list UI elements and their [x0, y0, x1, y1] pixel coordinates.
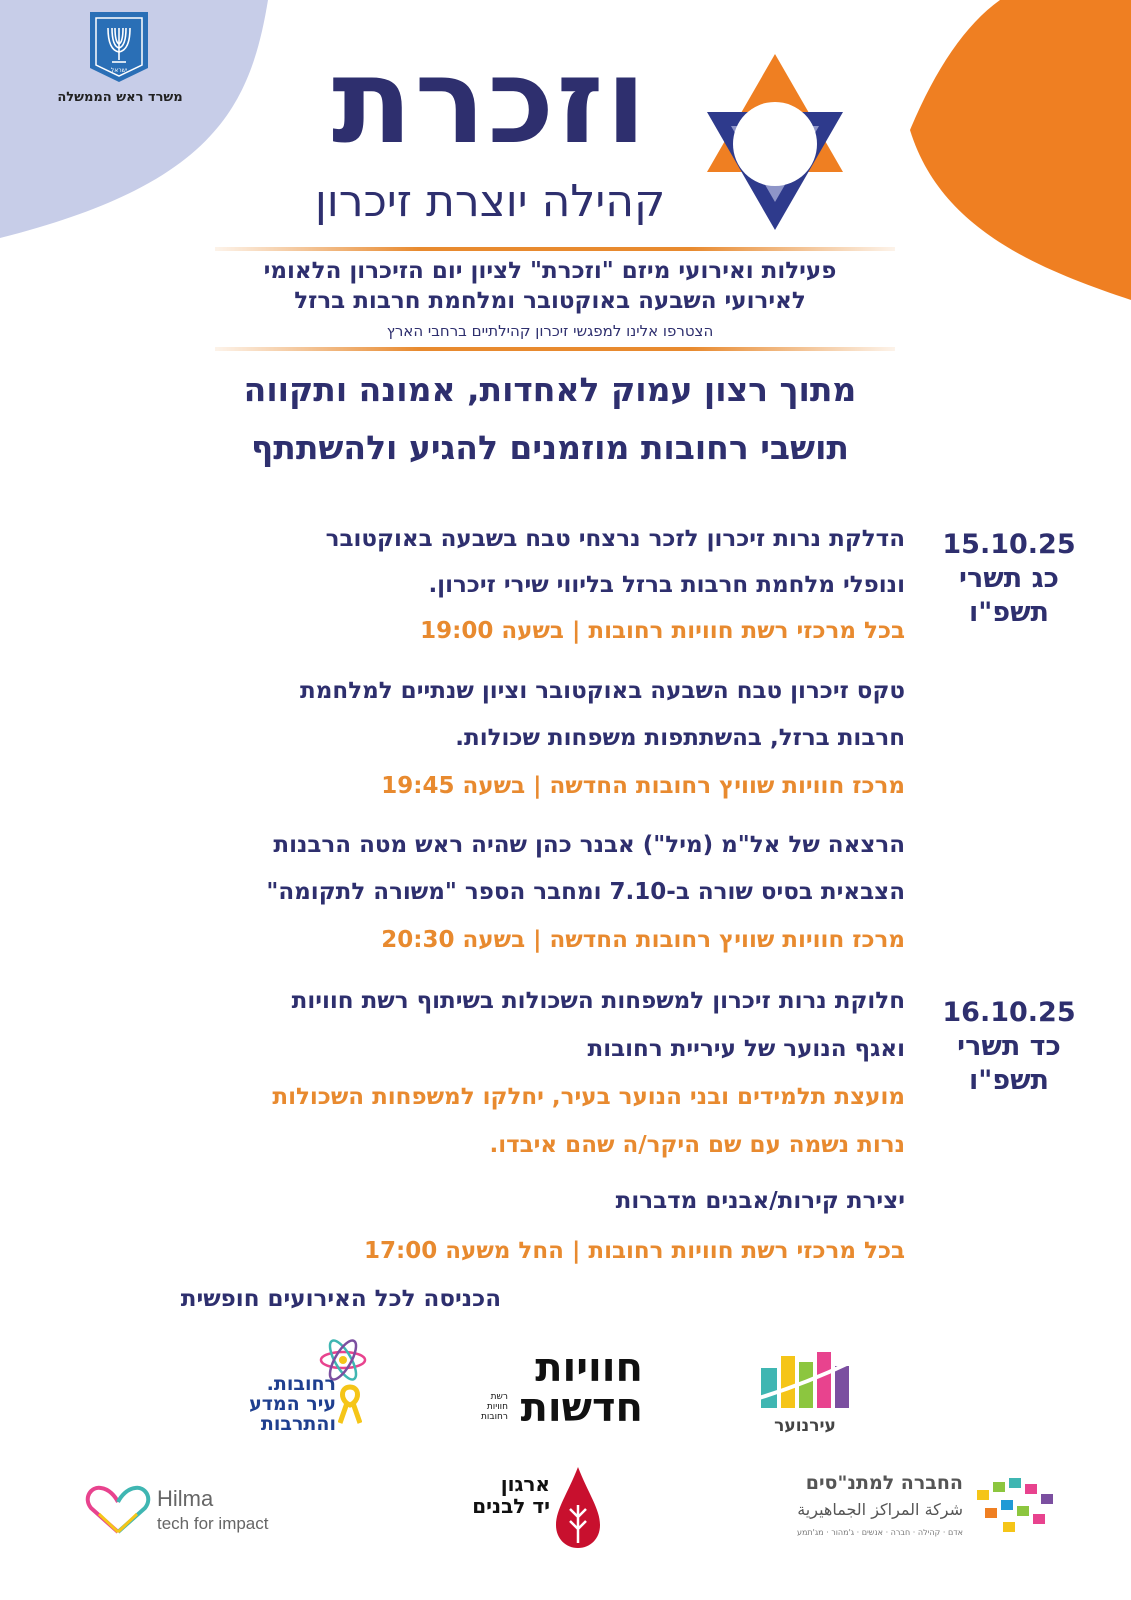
event-1-line-1: הדלקת נרות זיכרון לזכר נרצחי טבח בשבעה באוקטובר: [325, 526, 905, 552]
rehovot-logo: [228, 1335, 378, 1435]
event-1-location: בכל מרכזי רשת חוויות רחובות | בשעה 19:00: [420, 618, 905, 644]
havayot-word-1: חוויות: [535, 1345, 643, 1391]
havayot-network: רשת חוויות רחובות: [481, 1392, 508, 1422]
event-5-location: בכל מרכזי רשת חוויות רחובות | החל משעה 17:00: [363, 1238, 905, 1264]
banner-line-3: הצטרפו אלינו למפגשי זיכרון קהילתיים ברחבי הארץ: [386, 322, 714, 340]
gov-emblem: [88, 10, 150, 84]
event-5-line-1: יצירת קירות/אבנים מדברות: [615, 1188, 905, 1214]
banner-bottom-rule: [215, 347, 895, 351]
date-block-1: [939, 528, 1079, 629]
matnasim-arabic: شركة المراكز الجماهيرية: [797, 1500, 963, 1519]
banner-top-rule: [215, 247, 895, 251]
irnoar-logo: [755, 1348, 855, 1438]
date-hebrew: כד תשרי: [957, 1030, 1061, 1062]
event-4-note-1: מועצת תלמידים ובני הנוער בעיר, יחלקו למשפחות השכולות: [272, 1084, 905, 1110]
date-gregorian: 15.10.25: [942, 529, 1076, 560]
event-3-line-1: הרצאה של אל"מ (מיל") אבנר כהן שהיה ראש מטה הרבנות: [273, 832, 905, 858]
date-gregorian: 16.10.25: [942, 997, 1076, 1028]
hilma-tagline: tech for impact: [157, 1514, 269, 1533]
event-2-line-2: חרבות ברזל, בהשתתפות משפחות שכולות.: [455, 725, 905, 751]
free-entry-note: הכניסה לכל האירועים חופשית: [180, 1286, 501, 1312]
event-2-line-1: טקס זיכרון טבח השבעה באוקטובר וציון שנתיים למלחמת: [300, 678, 905, 704]
rehovot-line-2: עיר המדע: [249, 1392, 336, 1415]
event-4-line-2: ואגף הנוער של עיריית רחובות: [587, 1036, 905, 1062]
banner-line-2: לאירועי השבעה באוקטובר ומלחמת חרבות ברזל: [294, 288, 806, 314]
hilma-name: Hilma: [157, 1486, 214, 1511]
date-block-2: [939, 996, 1079, 1097]
date-hebrew-year: תשפ"ו: [968, 596, 1049, 628]
date-hebrew-year: תשפ"ו: [968, 1064, 1049, 1096]
havayot-logo: [468, 1345, 643, 1440]
date-hebrew: כג תשרי: [959, 562, 1059, 594]
irnoar-label: עירנוער: [774, 1416, 836, 1436]
yellow-ribbon-icon: [338, 1383, 362, 1425]
banner-line-1: פעילות ואירועי מיזם "וזכרת" לציון יום הזיכרון הלאומי: [263, 258, 837, 284]
yad-lebanim-line-2: יד לבנים: [472, 1494, 550, 1518]
hilma-logo: [85, 1480, 305, 1540]
matnasim-dots-icon: [973, 1476, 1063, 1538]
matnasim-hebrew: החברה למתנ"סים: [805, 1472, 963, 1494]
event-1-line-2: ונופלי מלחמת חרבות ברזל בליווי שירי זיכרון.: [428, 572, 905, 598]
campaign-title: וזכרת: [331, 32, 649, 170]
orange-corner-shape: [910, 0, 1131, 300]
yad-lebanim-logo: [462, 1465, 602, 1555]
gov-office-name: משרד ראש הממשלה: [57, 90, 183, 105]
rehovot-line-3: והתרבות: [260, 1412, 336, 1435]
emblem-label: ישראל: [110, 67, 128, 74]
havayot-word-2: חדשות: [520, 1385, 643, 1431]
intro-line-1: מתוך רצון עמוק לאחדות, אמונה ותקווה: [243, 370, 857, 409]
event-4-note-2: נרות נשמה עם שם היקר/ה שהם איבדו.: [489, 1132, 905, 1158]
flame-icon: [554, 1465, 602, 1550]
rehovot-line-1: רחובות.: [266, 1373, 336, 1395]
event-3-line-2: הצבאית בסיס שורה ב-7.10 ומחבר הספר "משורה לתקומה": [266, 879, 905, 905]
yad-lebanim-line-1: ארגון: [500, 1472, 550, 1496]
hilma-heart-icon: [85, 1484, 151, 1536]
event-2-location: מרכז חוויות שוויץ רחובות החדשה | בשעה 19:45: [381, 773, 905, 799]
matnasim-tagline: אדם · קהילה · חברה · אנשים · ג'מהור · מג'תמע: [796, 1528, 963, 1537]
event-3-location: מרכז חוויות שוויץ רחובות החדשה | בשעה 20:30: [381, 927, 905, 953]
matnasim-logo: [783, 1472, 1073, 1552]
intro-line-2: תושבי רחובות מוזמנים להגיע ולהשתתף: [251, 428, 849, 467]
campaign-subtitle: קהילה יוצרת זיכרון: [314, 176, 666, 227]
star-of-david-logo: [695, 52, 855, 232]
event-4-line-1: חלוקת נרות זיכרון למשפחות השכולות בשיתוף רשת חוויות: [291, 988, 905, 1014]
